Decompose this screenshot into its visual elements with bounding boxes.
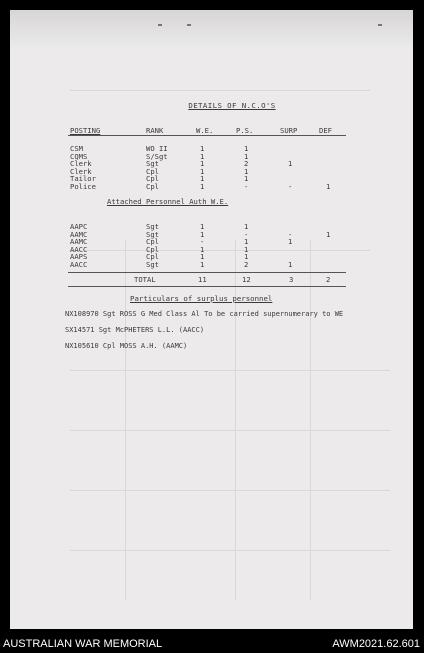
- col-header-ps: P.S.: [236, 126, 254, 135]
- table-row: [10, 260, 413, 269]
- cell-posting: AACC: [70, 259, 88, 269]
- footer-right: AWM2021.62.601: [332, 638, 420, 650]
- cell-ps: 1: [244, 166, 249, 176]
- cell-rank: Cpl: [146, 174, 159, 183]
- cell-we: 1: [200, 252, 205, 261]
- cell-surp: -: [288, 229, 293, 239]
- cell-posting: AAPC: [70, 222, 88, 231]
- show-through-line: [310, 240, 311, 600]
- cell-ps: 1: [244, 151, 249, 161]
- cell-rank: Cpl: [146, 244, 159, 254]
- cell-we: 1: [200, 159, 205, 168]
- col-header-def: DEF: [319, 126, 332, 135]
- show-through-line: [125, 240, 126, 600]
- cell-we: 1: [200, 144, 205, 153]
- hole-mark: [158, 24, 162, 26]
- cell-def: 1: [326, 181, 331, 191]
- page-top-edge: [10, 10, 413, 50]
- col-header-rank: RANK: [146, 126, 164, 135]
- show-through-line: [70, 370, 390, 371]
- cell-ps: 1: [244, 237, 249, 246]
- cell-we: 1: [200, 151, 205, 161]
- cell-ps: -: [244, 229, 249, 239]
- cell-posting: Clerk: [70, 159, 92, 168]
- hole-mark: [378, 24, 382, 26]
- cell-rank: Cpl: [146, 181, 159, 191]
- cell-surp: 1: [288, 237, 293, 246]
- total-label: TOTAL: [134, 275, 156, 284]
- cell-we: 1: [200, 244, 205, 254]
- show-through-line: [70, 550, 390, 551]
- cell-ps: 2: [244, 159, 249, 168]
- cell-ps: -: [244, 181, 249, 191]
- total-rule-top: [68, 272, 346, 273]
- cell-rank: S/Sgt: [146, 151, 168, 161]
- cell-posting: AAMC: [70, 237, 88, 246]
- cell-posting: Police: [70, 181, 96, 191]
- cell-rank: Sgt: [146, 222, 159, 231]
- total-ps: 12: [242, 275, 251, 284]
- cell-rank: Cpl: [146, 252, 159, 261]
- cell-we: 1: [200, 181, 205, 191]
- attached-title: Attached Personnel Auth W.E.: [107, 197, 229, 206]
- col-header-we: W.E.: [196, 126, 214, 135]
- show-through-line: [70, 490, 390, 491]
- cell-we: -: [200, 237, 205, 246]
- cell-ps: 1: [244, 244, 249, 254]
- cell-ps: 1: [244, 144, 249, 153]
- total-def: 2: [326, 275, 331, 284]
- cell-posting: CSM: [70, 144, 83, 153]
- cell-rank: Sgt: [146, 229, 159, 239]
- cell-ps: 1: [244, 252, 249, 261]
- cell-ps: 1: [244, 174, 249, 183]
- total-we: 11: [198, 275, 207, 284]
- total-row: [10, 275, 413, 284]
- cell-ps: 2: [244, 259, 249, 269]
- cell-posting: CQMS: [70, 151, 88, 161]
- show-through-line: [70, 430, 390, 431]
- cell-we: 1: [200, 166, 205, 176]
- cell-posting: Clerk: [70, 166, 92, 176]
- show-through-line: [70, 90, 370, 91]
- total-surp: 3: [289, 275, 294, 284]
- surplus-line: NX105610 Cpl MOSS A.H. (AAMC): [65, 342, 188, 350]
- cell-surp: -: [288, 181, 293, 191]
- col-header-posting: POSTING: [70, 126, 101, 135]
- document-page: [10, 10, 413, 629]
- cell-rank: WO II: [146, 144, 168, 153]
- document-title: DETAILS OF N.C.O'S: [188, 101, 276, 110]
- cell-surp: 1: [288, 259, 293, 269]
- total-rule-bottom: [68, 286, 346, 287]
- cell-rank: Cpl: [146, 237, 159, 246]
- cell-surp: 1: [288, 159, 293, 168]
- cell-def: 1: [326, 229, 331, 239]
- header-rule: [68, 135, 346, 136]
- cell-posting: Tailor: [70, 174, 96, 183]
- col-header-surp: SURP: [280, 126, 298, 135]
- hole-mark: [187, 24, 191, 26]
- table-row: [10, 182, 413, 191]
- surplus-line: SX14571 Sgt McPHETERS L.L. (AACC): [65, 326, 205, 334]
- cell-we: 1: [200, 259, 205, 269]
- cell-posting: AACC: [70, 244, 88, 254]
- cell-ps: 1: [244, 222, 249, 231]
- cell-we: 1: [200, 222, 205, 231]
- cell-rank: Sgt: [146, 259, 159, 269]
- cell-we: 1: [200, 229, 205, 239]
- cell-we: 1: [200, 174, 205, 183]
- footer-left: AUSTRALIAN WAR MEMORIAL: [3, 638, 163, 650]
- cell-rank: Cpl: [146, 166, 159, 176]
- cell-posting: AAPS: [70, 252, 88, 261]
- cell-rank: Sgt: [146, 159, 159, 168]
- surplus-line: NX108970 Sgt ROSS G Med Class Al To be carried supernumerary to WE: [65, 310, 344, 318]
- surplus-title: Particulars of surplus personnel: [130, 294, 273, 303]
- cell-posting: AAMC: [70, 229, 88, 239]
